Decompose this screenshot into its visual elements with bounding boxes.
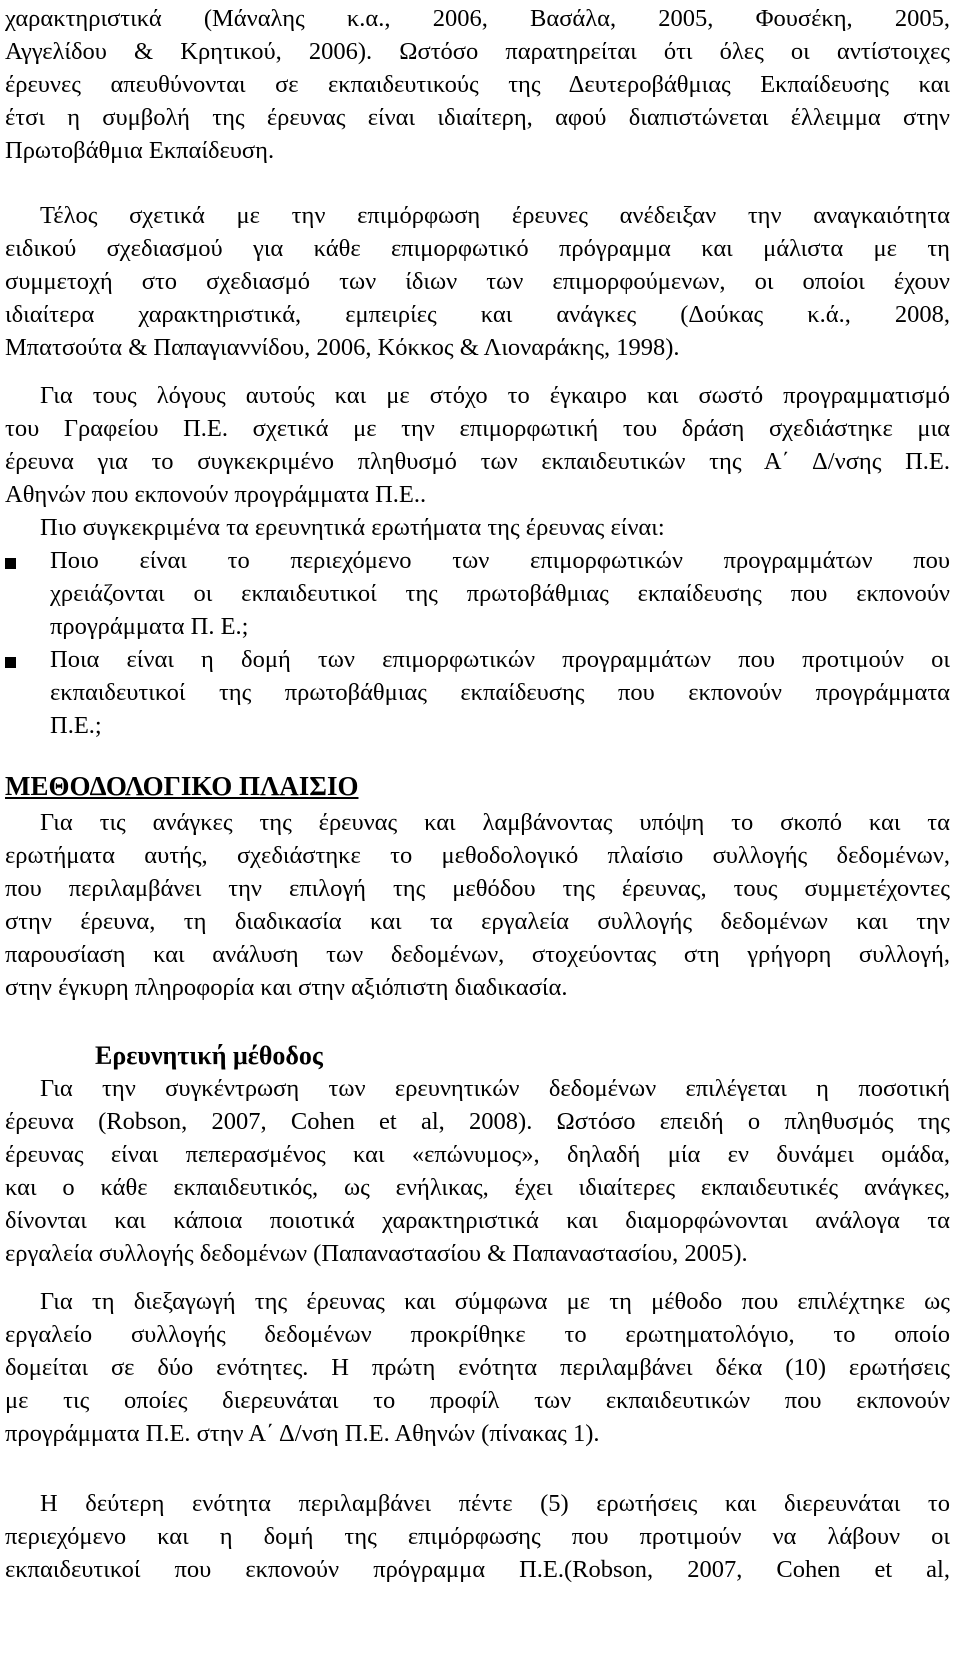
paragraph-line: Πρωτοβάθμια Εκπαίδευση. (5, 137, 275, 164)
paragraph-line: έρευνες απευθύνονται σε εκπαιδευτικούς της Δευτεροβάθμιας Εκπαίδευσης και (5, 71, 950, 98)
paragraph-line: Για την συγκέντρωση των ερευνητικών δεδομένων επιλέγεται η ποσοτική (40, 1075, 950, 1102)
paragraph-line: περιεχόμενο και η δομή της επιμόρφωσης που προτιμούν να λάβουν οι (5, 1523, 950, 1550)
paragraph-line: έρευνα για το συγκεκριμένο πληθυσμό των εκπαιδευτικών της Α΄ Δ/νσης Π.Ε. (5, 448, 950, 475)
paragraph-line: έρευνας είναι πεπερασμένος και «επώνυμος», δηλαδή μία εν δυνάμει ομάδα, (5, 1141, 950, 1168)
bullet-square-icon (5, 657, 16, 668)
paragraph-line: χαρακτηριστικά (Μάναλης κ.α., 2006, Βασάλα, 2005, Φουσέκη, 2005, (5, 5, 950, 32)
paragraph-line: συμμετοχή στο σχεδιασμό των ίδιων των επιμορφούμενων, οι οποίοι έχουν (5, 268, 950, 295)
subsection-heading: Ερευνητική μέθοδος (95, 1041, 323, 1070)
paragraph-line: Πιο συγκεκριμένα τα ερευνητικά ερωτήματα της έρευνας είναι: (40, 514, 665, 541)
paragraph-line: έτσι η συμβολή της έρευνας είναι ιδιαίτερη, αφού διαπιστώνεται έλλειμμα στην (5, 104, 950, 131)
paragraph-line: έρευνα (Robson, 2007, Cohen et al, 2008). Ωστόσο επειδή ο πληθυσμός της (5, 1108, 950, 1135)
paragraph-line: Αγγελίδου & Κρητικού, 2006). Ωστόσο παρατηρείται ότι όλες οι αντίστοιχες (5, 38, 950, 65)
paragraph-line: Η δεύτερη ενότητα περιλαμβάνει πέντε (5) ερωτήσεις και διερευνάται το (40, 1490, 950, 1517)
paragraph-line: που περιλαμβάνει την επιλογή της μεθόδου της έρευνας, τους συμμετέχοντες (5, 875, 950, 902)
paragraph-line: με τις οποίες διερευνάται το προφίλ των εκπαιδευτικών που εκπονούν (5, 1387, 950, 1414)
paragraph-line: παρουσίαση και ανάλυση των δεδομένων, στοχεύοντας στη γρήγορη συλλογή, (5, 941, 950, 968)
bullet-line: εκπαιδευτικοί της πρωτοβάθμιας εκπαίδευσης που εκπονούν προγράμματα (50, 679, 950, 706)
paragraph-line: προγράμματα Π.Ε. στην Α΄ Δ/νση Π.Ε. Αθηνών (πίνακας 1). (5, 1420, 600, 1447)
paragraph-line: στην έγκυρη πληροφορία και στην αξιόπιστη διαδικασία. (5, 974, 568, 1001)
bullet-line: Ποιο είναι το περιεχόμενο των επιμορφωτικών προγραμμάτων που (50, 547, 950, 574)
paragraph-line: εκπαιδευτικοί που εκπονούν πρόγραμμα Π.Ε.(Robson, 2007, Cohen et al, (5, 1556, 950, 1583)
paragraph-line: Τέλος σχετικά με την επιμόρφωση έρευνες ανέδειξαν την αναγκαιότητα (40, 202, 950, 229)
paragraph-line: Μπατσούτα & Παπαγιαννίδου, 2006, Κόκκος & Λιοναράκης, 1998). (5, 334, 680, 361)
paragraph-line: του Γραφείου Π.Ε. σχετικά με την επιμορφωτική του δράση σχεδιάστηκε μια (5, 415, 950, 442)
paragraph-line: Για τις ανάγκες της έρευνας και λαμβάνοντας υπόψη το σκοπό και τα (40, 809, 950, 836)
paragraph-line: ειδικού σχεδιασμού για κάθε επιμορφωτικό πρόγραμμα και μάλιστα με τη (5, 235, 950, 262)
paragraph-line: δίνονται και κάποια ποιοτικά χαρακτηριστικά και διαμορφώνονται ανάλογα τα (5, 1207, 950, 1234)
bullet-line: προγράμματα Π. Ε.; (50, 613, 249, 640)
paragraph-line: Για τους λόγους αυτούς και με στόχο το έγκαιρο και σωστό προγραμματισμό (40, 382, 950, 409)
bullet-square-icon (5, 558, 16, 569)
paragraph-line: και ο κάθε εκπαιδευτικός, ως ενήλικας, έχει ιδιαίτερες εκπαιδευτικές ανάγκες, (5, 1174, 950, 1201)
paragraph-line: εργαλείο συλλογής δεδομένων προκρίθηκε το ερωτηματολόγιο, το οποίο (5, 1321, 950, 1348)
paragraph-line: Για τη διεξαγωγή της έρευνας και σύμφωνα με τη μέθοδο που επιλέχτηκε ως (40, 1288, 950, 1315)
paragraph-line: ερωτήματα αυτής, σχεδιάστηκε το μεθοδολογικό πλαίσιο συλλογής δεδομένων, (5, 842, 950, 869)
paragraph-line: ιδιαίτερα χαρακτηριστικά, εμπειρίες και ανάγκες (Δούκας κ.ά., 2008, (5, 301, 950, 328)
bullet-line: Ποια είναι η δομή των επιμορφωτικών προγραμμάτων που προτιμούν οι (50, 646, 950, 673)
section-heading: ΜΕΘΟΔΟΛΟΓΙΚΟ ΠΛΑΙΣΙΟ (5, 771, 359, 801)
bullet-line: χρειάζονται οι εκπαιδευτικοί της πρωτοβάθμιας εκπαίδευσης που εκπονούν (50, 580, 950, 607)
bullet-line: Π.Ε.; (50, 712, 102, 739)
paragraph-line: δομείται σε δύο ενότητες. Η πρώτη ενότητα περιλαμβάνει δέκα (10) ερωτήσεις (5, 1354, 950, 1381)
paragraph-line: Αθηνών που εκπονούν προγράμματα Π.Ε.. (5, 481, 427, 508)
paragraph-line: στην έρευνα, τη διαδικασία και τα εργαλεία συλλογής δεδομένων και την (5, 908, 950, 935)
paragraph-line: εργαλεία συλλογής δεδομένων (Παπαναστασίου & Παπαναστασίου, 2005). (5, 1240, 748, 1267)
